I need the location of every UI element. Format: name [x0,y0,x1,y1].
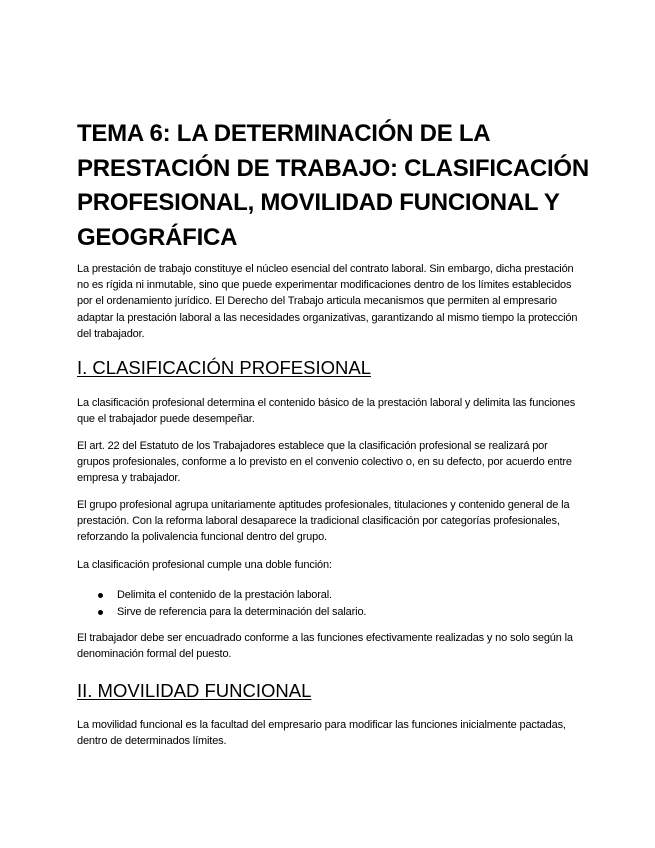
paragraph-clasificacion-definicion: La clasificación profesional determina el contenido básico de la prestación laboral y delimita las funciones que el trabajador puede desempeñar. [77,397,576,426]
bullet-icon [98,610,103,615]
paragraph-doble-funcion: La clasificación profesional cumple una doble función: [77,559,332,571]
bullet-icon [98,593,103,598]
paragraph-art-22: El art. 22 del Estatuto de los Trabajadores establece que la clasificación profesional se realizará por grupos profesionales, conforme a lo previsto en el convenio colectivo o, en su defecto, por acuerdo entre empresa y trabajador. [77,440,572,485]
section-heading-clasificacion: I. CLASIFICACIÓN PROFESIONAL [77,357,372,378]
intro-paragraph: La prestación de trabajo constituye el núcleo esencial del contrato laboral. Sin embargo, dicha prestación no es rígida ni inmutable, sino que puede experimentar modificaciones dentro de los límites establecidos por el ordenamiento jurídico. El Derecho del Trabajo articula mecanismos que permiten al empresario adaptar la prestación laboral a las necesidades organizativas, garantizando al mismo tiempo la protección del trabajador. [77,263,578,340]
document-title: TEMA 6: LA DETERMINACIÓN DE LA PRESTACIÓN DE TRABAJO: CLASIFICACIÓN PROFESIONAL, MOVILIDAD FUNCIONAL Y GEOGRÁFICA [77,120,589,251]
list-item [77,604,582,621]
list-item-text: Delimita el contenido de la prestación laboral. [117,589,332,601]
list-item [77,587,582,604]
paragraph-grupo-profesional: El grupo profesional agrupa unitariamente aptitudes profesionales, titulaciones y contenido general de la prestación. Con la reforma laboral desaparece la tradicional clasificación por categorías profesionales, reforzando la polivalencia funcional dentro del grupo. [77,499,570,544]
list-item-text: Sirve de referencia para la determinación del salario. [117,605,367,618]
paragraph-encuadramiento: El trabajador debe ser encuadrado conforme a las funciones efectivamente realizadas y no solo según la denominación formal del puesto. [77,632,573,661]
section-heading-movilidad-funcional: II. MOVILIDAD FUNCIONAL [77,680,312,701]
bullet-list-funciones [77,587,582,620]
paragraph-movilidad-funcional: La movilidad funcional es la facultad del empresario para modificar las funciones inicialmente pactadas, dentro de determinados límites. [77,719,566,748]
